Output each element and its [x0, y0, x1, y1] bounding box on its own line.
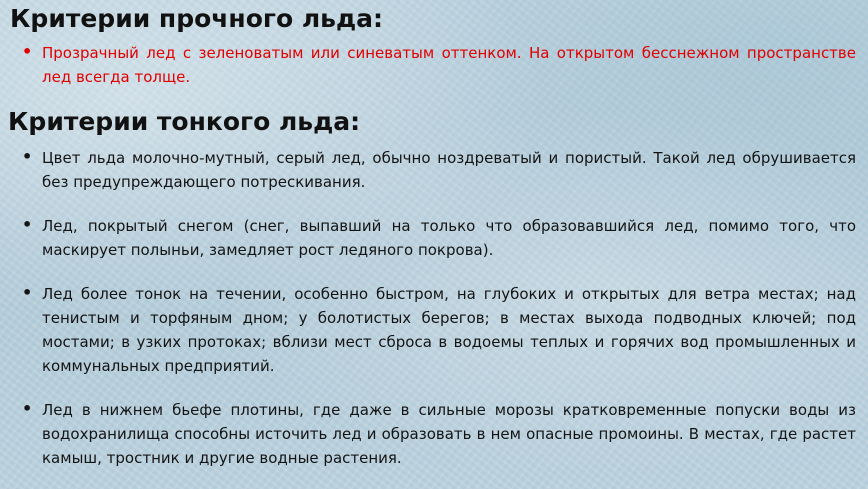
list-item-text: Лед более тонок на течении, особенно быстром, на глубоких и открытых для ветра местах; над тенистым и торфяным дном; у болотистых берегов; в местах выхода подводных ключей; под мостами; в узких протоках; вблизи мест сброса в водоемы теплых и горячих вод промышленных и коммунальных предприятий. [42, 285, 856, 375]
list-item [22, 41, 856, 89]
bullet-icon: • [22, 147, 33, 166]
list-item-text: Лед, покрытый снегом (снег, выпавший на только что образовавшийся лед, помимо того, что маскирует полыньи, замедляет рост ледяного покрова). [42, 217, 856, 259]
list-item [22, 398, 856, 470]
list-item-text: Лед в нижнем бьефе плотины, где даже в сильные морозы кратковременные попуски воды из водохранилища способны источить лед и образовать в нем опасные промоины. В местах, где растет камыш, тростник и другие водные растения. [42, 401, 856, 467]
list-item [22, 146, 856, 194]
bullet-icon: • [22, 399, 33, 418]
list-item [22, 214, 856, 262]
bullet-icon: • [22, 215, 33, 234]
list-item [22, 282, 856, 378]
strong-ice-heading: Критерии прочного льда: [10, 4, 383, 33]
strong-ice-list [22, 41, 856, 89]
list-item-text: Прозрачный лед с зеленоватым или синеватым оттенком. На открытом бесснежном пространстве лед всегда толще. [42, 44, 856, 86]
bullet-icon: • [22, 283, 33, 302]
bullet-icon: • [22, 42, 33, 61]
thin-ice-heading: Критерии тонкого льда: [8, 107, 361, 136]
list-item-text: Цвет льда молочно-мутный, серый лед, обычно ноздреватый и пористый. Такой лед обрушивается без предупреждающего потрескивания. [42, 149, 856, 191]
thin-ice-list [22, 146, 856, 470]
